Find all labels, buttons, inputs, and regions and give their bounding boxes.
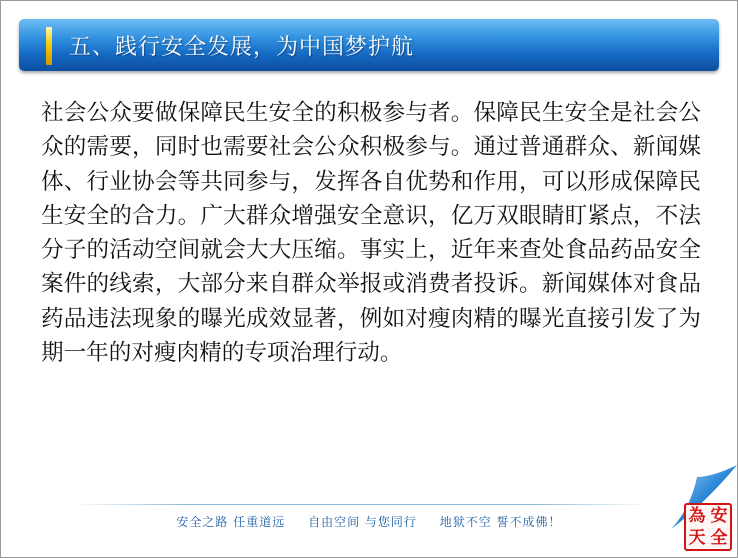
seal-char-3: 天 xyxy=(688,527,706,548)
footer-slogan-2: 自由空间 与您同行 xyxy=(308,515,417,529)
seal-char-2: 安 xyxy=(710,505,728,526)
footer-divider xyxy=(71,504,651,505)
seal-char-4: 全 xyxy=(710,527,728,548)
seal-char-1: 為 xyxy=(688,505,706,526)
slide-title: 五、践行安全发展，为中国梦护航 xyxy=(69,35,415,60)
title-accent-stripe xyxy=(46,27,52,65)
seal-stamp xyxy=(684,503,732,551)
footer-slogan-3: 地狱不空 誓不成佛！ xyxy=(439,515,562,529)
footer-slogan-1: 安全之路 任重道远 xyxy=(176,515,286,529)
title-bar xyxy=(19,19,719,71)
body-paragraph: 社会公众要做保障民生安全的积极参与者。保障民生安全是社会公众的需要，同时也需要社会公众积极参与。通过普通群众、新闻媒体、行业协会等共同参与，发挥各自优势和作用，可以形成保障民生安全的合力。广大群众增强安全意识，亿万双眼睛盯紧点，不法分子的活动空间就会大大压缩。事实上，近年来查处食品药品安全案件的线索，大部分来自群众举报或消费者投诉。新闻媒体对食品药品违法现象的曝光成效显著，例如对瘦肉精的曝光直接引发了为期一年的对瘦肉精的专项治理行动。 xyxy=(41,100,701,367)
